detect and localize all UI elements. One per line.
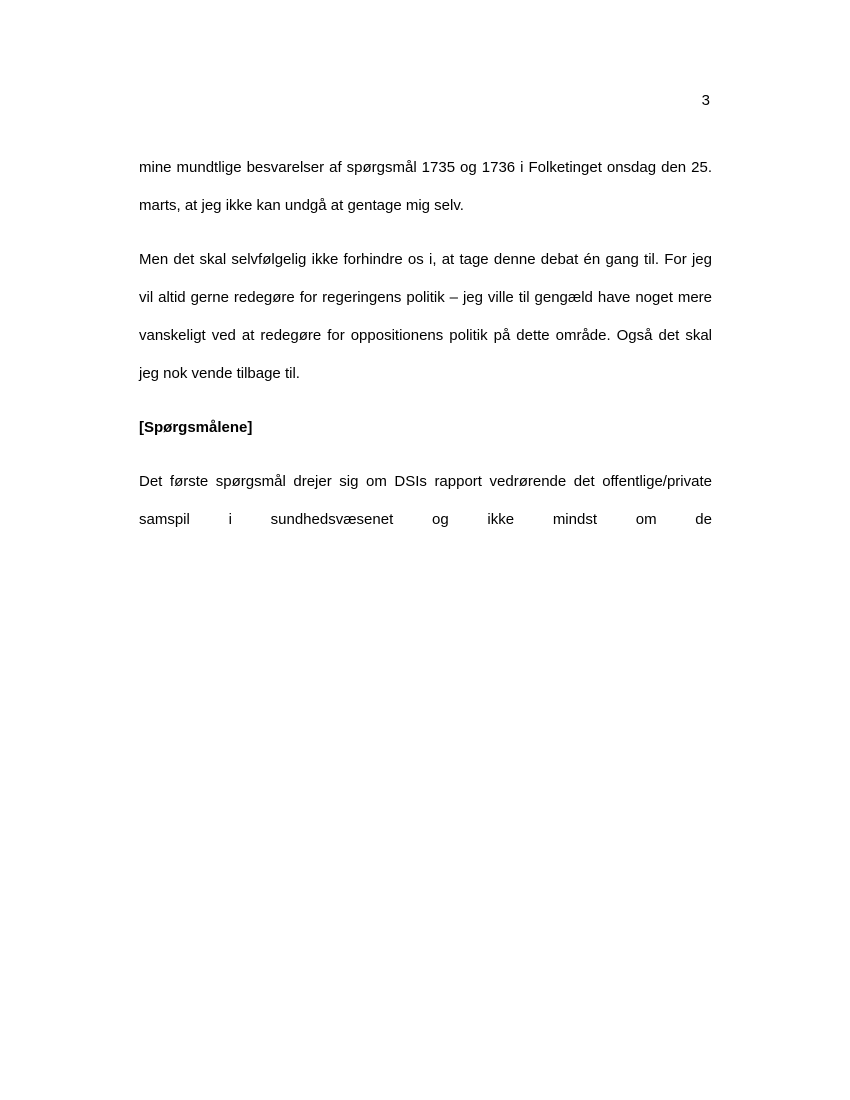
paragraph-2: Men det skal selvfølgelig ikke forhindre os i, at tage denne debat én gang til. For jeg vil altid gerne redegøre for regeringens politik – jeg ville til gengæld have noget mere vanskeligt ved at redegøre for oppositionens politik på dette område. Også det skal jeg nok vende tilbage til. [139, 251, 712, 382]
page-number: 3 [701, 92, 710, 109]
section-heading: [Spørgsmålene] [139, 419, 253, 436]
paragraph-1: mine mundtlige besvarelser af spørgsmål 1735 og 1736 i Folketinget onsdag den 25. marts, at jeg ikke kan undgå at gentage mig selv. [139, 159, 712, 214]
paragraph-3: Det første spørgsmål drejer sig om DSIs rapport vedrørende det offentlige/private samspil i sundhedsvæsenet og ikke mindst om de [139, 473, 712, 528]
document-body [139, 149, 712, 555]
